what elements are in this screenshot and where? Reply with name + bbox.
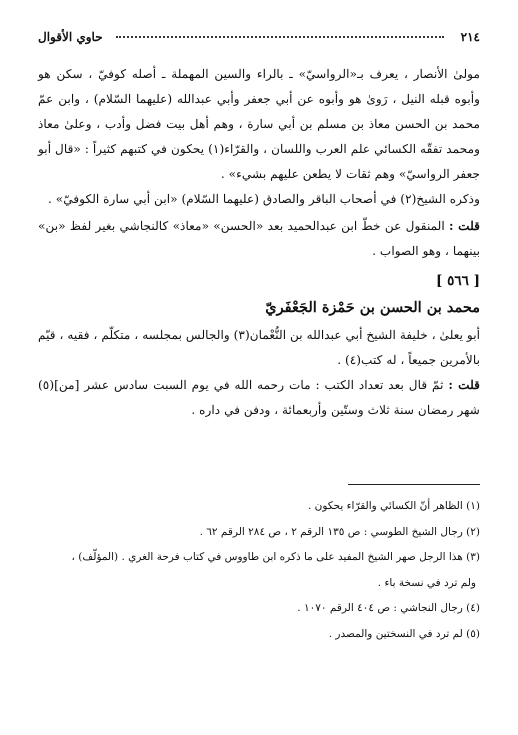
note-label: قلت : (448, 378, 480, 392)
footnote: (٥) لم ترد في النسختين والمصدر . (328, 627, 480, 640)
header-dot-leader (116, 36, 444, 38)
footnote: (٢) رجال الشيخ الطوسي : ص ١٣٥ الرقم ٢ ، ص ٢٨٤ الرقم ٦٢ . (199, 525, 480, 538)
entry-title: محمد بن الحسن بن حَمْزة الجَعْفَريّ (265, 299, 480, 316)
running-title: حاوي الأقوال (38, 30, 103, 44)
footnote: (١) الظاهر أنّ الكسائي والقرّاء يحكون . (307, 500, 480, 512)
note-text: ثمّ قال بعد تعداد الكتب : مات رحمه الله في يوم السبت سادس عشر [من](٥) شهر رمضان سنة ثلاث وستّين وأربعمائة ، ودفن في داره . (38, 378, 480, 417)
entry-number: [ ٥٦٦ ] (436, 273, 480, 289)
note-paragraph (38, 214, 480, 264)
page-header (38, 30, 480, 52)
note-label: قلت : (449, 219, 480, 233)
note-text: المنقول عن خطّ ابن عبدالحميد بعد «الحسن» «معاذ» كالنجاشي بغير لفظ «بن» بينهما ، وهو الصواب . (38, 219, 480, 258)
entry-paragraph: أبو يعلىٰ ، خليفة الشيخ أبي عبدالله بن النُّعْمان(٣) والجالس بمجلسه ، متكلّم ، فقيه ، قيّم بالأمرين جميعاً ، له كتب(٤) . (38, 328, 481, 367)
body-paragraph: مولىٰ الأنصار ، يعرف بـ«الرواسيّ» ـ بالراء والسين المهملة ـ أصله كوفيّ ، سكن هو وأبوه قبله النيل ، رَوىٰ هو وأبوه عن أبي جعفر وأبي عبدالله (عليهما السّلام) ، وابن عمّ محمد بن الحسن معاذ بن مسلم بن أبي سارة ، وهم أهل بيت فضل وأدب ، وعلىٰ معاذ ومحمد تفقّه الكسائي علم العرب واللسان ، والقرّاء(١) يحكون في كتبهم كثيراً : «قال أبو جعفر الرواسيّ» وهم ثقات لا يطعن عليهم بشيء» . (38, 67, 480, 181)
footnote-continuation: ولم ترد في نسخة باء . (377, 576, 476, 589)
main-text (38, 62, 480, 423)
footnote-separator (348, 484, 480, 485)
body-paragraph: وذكره الشيخ(٢) في أصحاب الباقر والصادق (عليهما السّلام) «ابن أبي سارة الكوفيّ» . (47, 192, 480, 206)
page-number: ٢١٤ (460, 30, 480, 44)
footnote: (٤) رجال النجاشي : ص ٤٠٤ الرقم ١٠٧٠ . (297, 602, 480, 614)
footnote: (٣) هذا الرجل صهر الشيخ المفيد على ما ذكره ابن طاووس في كتاب فرحة الغري . (المؤلّف) ، (71, 551, 480, 563)
note-paragraph (38, 373, 480, 423)
footnotes (38, 494, 480, 647)
